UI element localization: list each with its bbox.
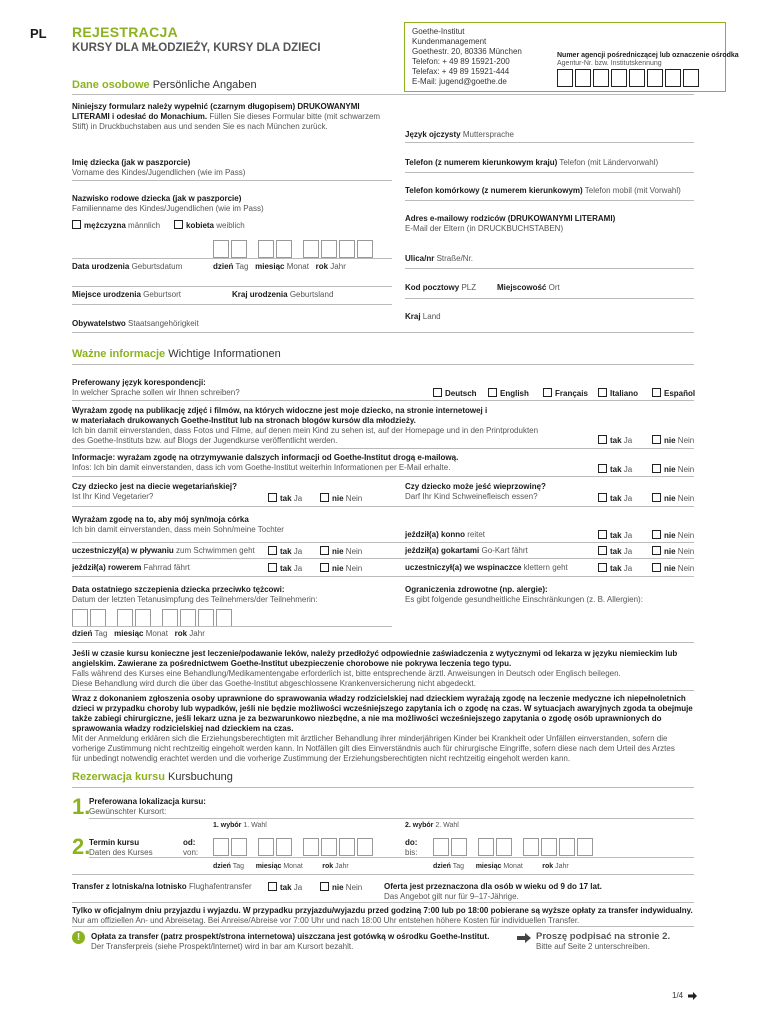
lang-italiano-checkbox[interactable]: Italiano — [598, 388, 638, 399]
zip-label: Kod pocztowy PLZ — [405, 283, 477, 292]
course-dates-label: Termin kursu Daten des Kurses — [89, 838, 153, 857]
pork-question: Czy dziecko może jeść wieprzowinę? Darf Ihr Kind Schweinefleisch essen? — [405, 482, 546, 501]
female-checkbox[interactable]: kobieta weiblich — [174, 220, 245, 231]
country-label: Kraj Land — [405, 312, 441, 321]
institute-address: Goethe-Institut Kundenmanagement Goethestr. 20, 80336 München Telefon: + 49 89 15921-200 Telefax: + 49 89 15921-444 E-Mail: jugend@goethe.de — [412, 27, 522, 86]
dob-label: Data urodzenia Geburtsdatum — [72, 262, 183, 271]
newsletter-no-checkbox[interactable]: nie Nein — [652, 464, 694, 475]
mobile-label: Telefon komórkowy (z numerem kierunkowym) Telefon mobil (mit Vorwahl) — [405, 186, 681, 195]
native-language-label: Język ojczysty Muttersprache — [405, 130, 514, 139]
vegetarian-no-checkbox[interactable]: nie Nein — [320, 493, 362, 504]
pork-no-checkbox[interactable]: nie Nein — [652, 493, 694, 504]
newsletter-yes-checkbox[interactable]: tak Ja — [598, 464, 632, 475]
riding-label: jeździł(a) konno reitet — [405, 530, 486, 539]
transfer-no-checkbox[interactable]: nie Nein — [320, 882, 362, 893]
page-number: 1/4 — [672, 991, 684, 1000]
firstname-label: Imię dziecka (jak w paszporcie) Vorname des Kindes/Jugendlichen (wie im Pass) — [72, 158, 246, 177]
lastname-label: Nazwisko rodowe dziecka (jak w paszporcie) Familienname des Kindes/Jugendlichen (wie im Pass) — [72, 194, 264, 213]
transfer-label: Transfer z lotniska/na lotnisko Flughafentransfer — [72, 882, 252, 891]
sign-page-2-notice: Proszę podpisać na stronie 2. — [536, 931, 671, 942]
tetanus-label: Data ostatniego szczepienia dziecka przeciwko tężcowi: Datum der letzten Tetanusimpfung des Teilnehmers/der Teilnehmerin: — [72, 585, 318, 604]
climbing-no-checkbox[interactable]: nie Nein — [652, 563, 694, 574]
step-1-number: 1. — [72, 794, 91, 819]
to-label: do: bis: — [405, 838, 418, 857]
lang-francais-checkbox[interactable]: Français — [543, 388, 588, 399]
vegetarian-question: Czy dziecko jest na diecie wegetariańskiej? Ist Ihr Kind Vegetarier? — [72, 482, 237, 501]
swimming-label: uczestniczył(a) w pływaniu zum Schwimmen geht — [72, 546, 255, 555]
transfer-conditions-text: Tylko w oficjalnym dniu przyjazdu i wyjazdu. W przypadku przyjazdu/wyjazdu przed godziną 7:00 lub po 18:00 pobierane są wyższe opłaty za transfer indywidualny. Nur am offiziellen An- und Abreisetag. Bei Anreise/Abreise vor 7:00 Uhr und nach 18:00 Uhr entstehen höhere Kosten für individuellen Transfer. — [72, 906, 693, 925]
nationality-label: Obywatelstwo Staatsangehörigkeit — [72, 319, 199, 328]
lang-deutsch-checkbox[interactable]: Deutsch — [433, 388, 477, 399]
vegetarian-yes-checkbox[interactable]: tak Ja — [268, 493, 302, 504]
start-date-format: dzień Tag miesiąc Monat rok Jahr — [213, 863, 349, 870]
male-checkbox[interactable]: mężczyzna männlich — [72, 220, 160, 231]
riding-no-checkbox[interactable]: nie Nein — [652, 530, 694, 541]
cob-label: Kraj urodzenia Geburtsland — [232, 290, 334, 299]
cycling-label: jeździł(a) rowerem Fahrrad fährt — [72, 563, 190, 572]
first-choice-label: 1. wybór 1. Wahl — [213, 822, 267, 829]
language-code: PL — [30, 26, 47, 41]
photo-yes-checkbox[interactable]: tak Ja — [598, 435, 632, 446]
pork-yes-checkbox[interactable]: tak Ja — [598, 493, 632, 504]
transfer-fee-notice: Opłata za transfer (patrz prospekt/strona internetowa) uiszczana jest gotówką w ośrodku Goethe-Institut. Der Transferpreis (siehe Prospekt/Internet) wird in bar am Kursort bezahlt. — [91, 932, 490, 951]
climbing-yes-checkbox[interactable]: tak Ja — [598, 563, 632, 574]
section-heading-personal: Dane osobowe Persönliche Angaben — [72, 79, 257, 91]
step-2-number: 2. — [72, 834, 91, 859]
email-label: Adres e-mailowy rodziców (DRUKOWANYMI LITERAMI) E-Mail der Eltern (in DRUCKBUCHSTABEN) — [405, 214, 616, 233]
karting-yes-checkbox[interactable]: tak Ja — [598, 546, 632, 557]
transfer-yes-checkbox[interactable]: tak Ja — [268, 882, 302, 893]
newsletter-text: Informacje: wyrażam zgodę na otrzymywanie dalszych informacji od Goethe-Institut drogą e-mailową. Infos: Ich bin damit einverstanden, dass ich vom Goethe-Institut weiterhin Informationen per E-Mail erhalte. — [72, 453, 459, 472]
intro-text: Niniejszy formularz należy wypełnić (czarnym długopisem) DRUKOWANYMI LITERAMI i odesłać do Monachium. Füllen Sie dieses Formular bitte (mit schwarzem Stift) in Druckbuchstaben aus und senden Sie es nach München zurück. — [72, 102, 381, 131]
correspondence-label: Preferowany język korespondencji: In welcher Sprache sollen wir Ihnen schreiben? — [72, 378, 240, 397]
lang-english-checkbox[interactable]: English — [488, 388, 529, 399]
photo-no-checkbox[interactable]: nie Nein — [652, 435, 694, 446]
swimming-no-checkbox[interactable]: nie Nein — [320, 546, 362, 557]
cycling-no-checkbox[interactable]: nie Nein — [320, 563, 362, 574]
location-label: Preferowana lokalizacja kursu: Gewünschter Kursort: — [89, 797, 206, 816]
medication-notice: Jeśli w czasie kursu konieczne jest leczenie/podawanie leków, należy przedłożyć odpowiednie zaświadczenia z wytycznymi od lekarza w języku niemieckim lub angielskim. Zawierane za pośrednictwem Goethe-Institut ubezpieczenie chorobowe nie pokrywa leczenia tego typu. Falls während des Kurses eine Behandlung/Medikamentengabe erforderlich ist, bitte entsprechende ärztl. Anweisungen in Deutsch oder Englisch beilegen. Diese Behandlung wird durch die über das Goethe-Institut abgeschlossene Krankenversicherung nicht abgedeckt. — [72, 649, 678, 688]
street-label: Ulica/nr Straße/Nr. — [405, 254, 474, 263]
swimming-yes-checkbox[interactable]: tak Ja — [268, 546, 302, 557]
from-label: od: von: — [183, 838, 199, 857]
age-restriction-text: Oferta jest przeznaczona dla osób w wieku od 9 do 17 lat. Das Angebot gilt nur für 9–17-Jährige. — [384, 882, 602, 901]
address-box — [404, 22, 739, 92]
climbing-label: uczestniczył(a) we wspinaczce klettern geht — [405, 563, 568, 572]
karting-label: jeździł(a) gokartami Go-Kart fährt — [405, 546, 528, 555]
dob-format: dzień Tag miesiąc Monat rok Jahr — [213, 262, 346, 271]
page-subtitle: KURSY DLA MŁODZIEŻY, KURSY DLA DZIECI — [72, 42, 321, 54]
health-label: Ograniczenia zdrowotne (np. alergie): Es gibt folgende gesundheitliche Einschränkungen (z. B. Allergien): — [405, 585, 643, 604]
activities-intro: Wyrażam zgodę na to, aby mój syn/moja córka Ich bin damit einverstanden, dass mein Sohn/meine Tochter — [72, 515, 284, 534]
end-date-format: dzień Tag miesiąc Monat rok Jahr — [433, 863, 569, 870]
phone-label: Telefon (z numerem kierunkowym kraju) Telefon (mit Ländervorwahl) — [405, 158, 659, 167]
agency-label-de: Agentur-Nr. bzw. Institutskennung — [557, 60, 662, 67]
next-page-arrow-icon — [688, 992, 697, 1000]
page-title: REJESTRACJA — [72, 24, 178, 40]
pob-label: Miejsce urodzenia Geburtsort — [72, 290, 181, 299]
sign-page-2-notice-de: Bitte auf Seite 2 unterschreiben. — [536, 942, 650, 951]
warning-icon: ! — [72, 931, 85, 944]
karting-no-checkbox[interactable]: nie Nein — [652, 546, 694, 557]
lang-espanol-checkbox[interactable]: Español — [652, 388, 695, 399]
medical-consent-notice: Wraz z dokonaniem zgłoszenia osoby uprawnione do sprawowania władzy rodzicielskiej nad dzieckiem wyrażają zgodę na leczenie medyczne ich niepełnoletnich dzieci w przypadku choroby lub wypadków, jeśli nie będzie możliwości wcześniejszego zapytania ich o zgodę na czas. W sytuacjach awaryjnych zgoda ta obejmuje także zabiegi chirurgiczne, jeśli lekarz uzna je za bezwarunkowo niezbędne, a nie ma możliwości wcześniejszego zapytania o zgodę osób uprawnionych do sprawowania władzy rodzicielskiej nad dzieckiem na czas. Mit der Anmeldung erklären sich die Erziehungsberechtigten mit ärztlicher Behandlung ihrer minderjährigen Kinder bei Krankheit oder Unfällen einverstanden, sofern die vorherige Zustimmung nicht rechtzeitig eingeholt werden kann. In Notfällen gilt dies Einverständnis auch für chirurgische Eingriffe, sofern diese nach dem Urteil des Arztes für unbedingt notwendig erachtet werden und die vorherige Zustimmung der Erziehungsberechtigten nicht rechtzeitig eingeholt werden kann. — [72, 694, 693, 763]
arrow-right-icon — [517, 933, 531, 943]
cycling-yes-checkbox[interactable]: tak Ja — [268, 563, 302, 574]
city-label: Miejscowość Ort — [497, 283, 560, 292]
photo-consent-text: Wyrażam zgodę na publikację zdjęć i filmów, na których widoczne jest moje dziecko, na stronie internetowej i w materiałach drukowanych Goethe-Institut lub na stronach blogów kursów dla młodzieży. Ich bin damit einverstanden, dass Fotos und Filme, auf denen mein Kind zu sehen ist, auf der Homepage und in den Printprodukten des Goethe-Instituts bzw. auf Blogs der Jugendkurse veröffentlicht werden. — [72, 406, 539, 445]
tetanus-date-format: dzień Tag miesiąc Monat rok Jahr — [72, 629, 205, 638]
second-choice-label: 2. wybór 2. Wahl — [405, 822, 459, 829]
section-heading-info: Ważne informacje Wichtige Informationen — [72, 348, 281, 360]
riding-yes-checkbox[interactable]: tak Ja — [598, 530, 632, 541]
section-heading-booking: Rezerwacja kursu Kursbuchung — [72, 771, 233, 783]
agency-label: Numer agencji pośredniczącej lub oznaczenie ośrodka — [557, 52, 739, 59]
